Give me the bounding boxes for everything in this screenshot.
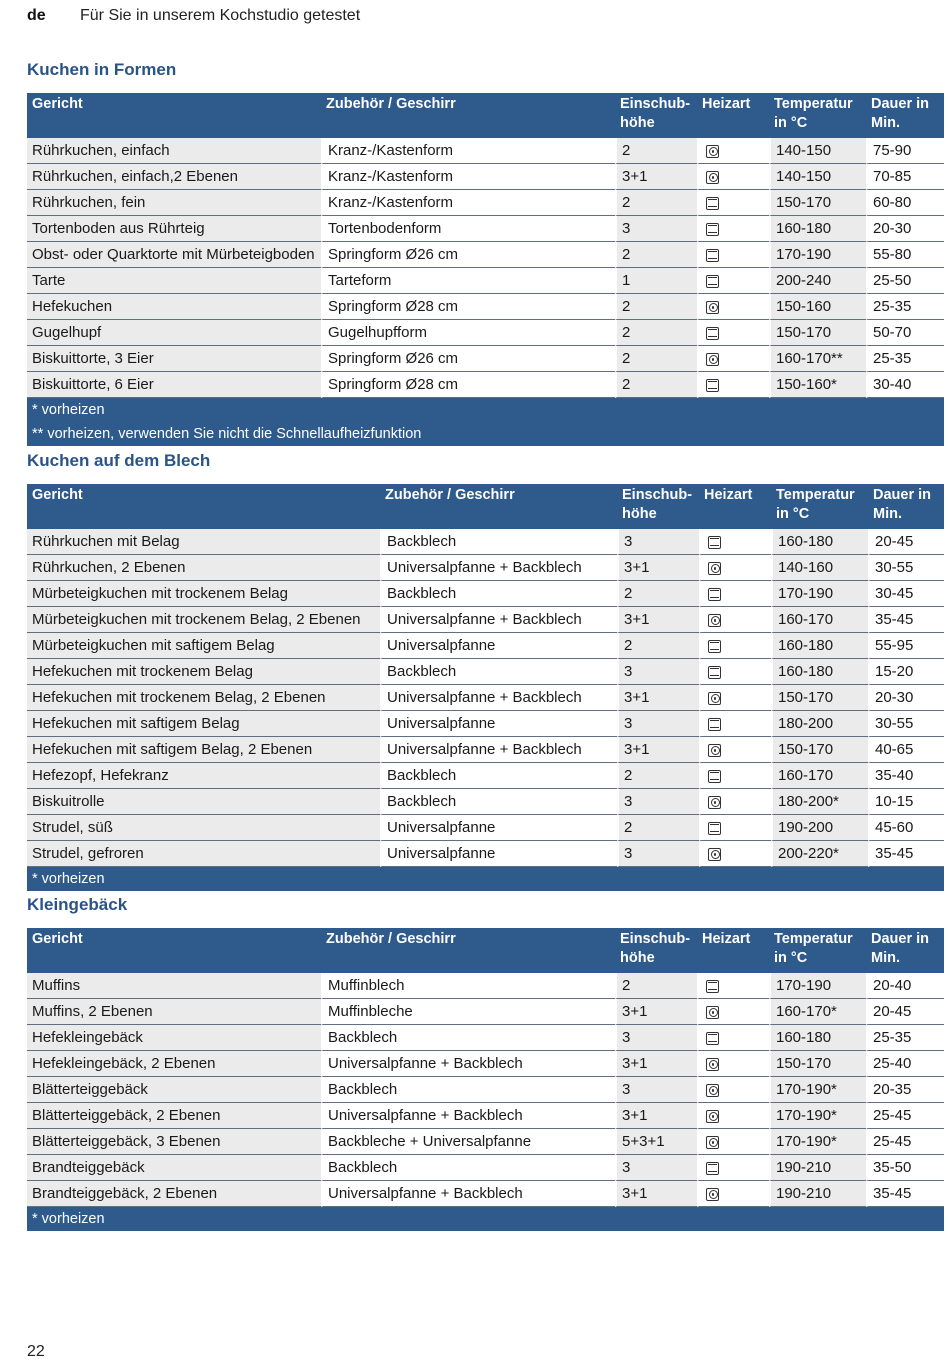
cell-duration: 20-45	[866, 999, 944, 1025]
cell-dish: Blätterteiggebäck, 3 Ebenen	[27, 1129, 321, 1155]
table-row	[27, 1155, 944, 1181]
top-bottom-heat-icon	[708, 536, 721, 549]
heat-mode-cell	[697, 216, 769, 242]
section-title: Kuchen in Formen	[27, 60, 177, 79]
cell-level: 2	[617, 763, 699, 789]
table-row	[27, 294, 944, 320]
cell-accessory: Springform Ø26 cm	[321, 242, 615, 268]
page-header-title: Für Sie in unserem Kochstudio getestet	[80, 7, 361, 24]
column-header-level: Einschub- höhe	[615, 93, 697, 138]
cell-dish: Strudel, gefroren	[27, 841, 380, 867]
cell-duration: 75-90	[866, 138, 944, 164]
cell-accessory: Backblech	[380, 763, 617, 789]
heat-mode-cell	[699, 607, 771, 633]
top-bottom-heat-icon	[706, 249, 719, 262]
cell-duration: 35-40	[868, 763, 944, 789]
cell-temp: 160-180	[771, 633, 868, 659]
heat-mode-cell	[699, 685, 771, 711]
cell-level: 2	[617, 581, 699, 607]
top-bottom-heat-icon	[706, 379, 719, 392]
cell-temp: 150-170	[769, 1051, 866, 1077]
column-header-heat: Heizart	[699, 484, 771, 529]
table-row	[27, 841, 944, 867]
heat-mode-cell	[697, 1155, 769, 1181]
footnote: * vorheizen	[27, 867, 944, 891]
cell-accessory: Universalpfanne + Backblech	[321, 1103, 615, 1129]
column-header-level: Einschub- höhe	[615, 928, 697, 973]
heat-mode-cell	[699, 789, 771, 815]
hot-air-icon	[706, 1058, 719, 1071]
table-row	[27, 1181, 944, 1207]
cell-temp: 190-210	[769, 1155, 866, 1181]
hot-air-icon	[706, 145, 719, 158]
table-row	[27, 372, 944, 398]
cell-level: 3	[615, 1077, 697, 1103]
cell-level: 3	[615, 1025, 697, 1051]
cell-duration: 40-65	[868, 737, 944, 763]
heat-mode-cell	[697, 372, 769, 398]
cell-accessory: Backblech	[380, 789, 617, 815]
hot-air-icon	[708, 614, 721, 627]
top-bottom-heat-icon	[706, 1162, 719, 1175]
cell-accessory: Universalpfanne + Backblech	[321, 1181, 615, 1207]
hot-air-icon	[708, 848, 721, 861]
top-bottom-heat-icon	[706, 327, 719, 340]
column-header-dish: Gericht	[27, 928, 321, 973]
cell-duration: 30-40	[866, 372, 944, 398]
cell-dish: Strudel, süß	[27, 815, 380, 841]
cell-dish: Brandteiggebäck, 2 Ebenen	[27, 1181, 321, 1207]
table-row	[27, 633, 944, 659]
cell-temp: 160-180	[771, 659, 868, 685]
cell-dish: Hefekuchen	[27, 294, 321, 320]
table-header-row	[27, 928, 944, 973]
cell-level: 3	[617, 529, 699, 555]
table-row	[27, 1129, 944, 1155]
cell-level: 3	[615, 1155, 697, 1181]
heat-mode-cell	[697, 1025, 769, 1051]
heat-mode-cell	[697, 1129, 769, 1155]
heat-mode-cell	[697, 1103, 769, 1129]
top-bottom-heat-icon	[708, 822, 721, 835]
table-row	[27, 581, 944, 607]
top-bottom-heat-icon	[706, 223, 719, 236]
cell-level: 2	[617, 633, 699, 659]
cell-duration: 25-35	[866, 346, 944, 372]
table-row	[27, 1077, 944, 1103]
cell-dish: Biskuittorte, 3 Eier	[27, 346, 321, 372]
cell-dish: Hefekuchen mit trockenem Belag, 2 Ebenen	[27, 685, 380, 711]
cell-level: 2	[615, 294, 697, 320]
heat-mode-cell	[699, 633, 771, 659]
cell-accessory: Backblech	[380, 529, 617, 555]
top-bottom-heat-icon	[708, 718, 721, 731]
cell-level: 3+1	[615, 1181, 697, 1207]
column-header-temp: Temperatur in °C	[769, 928, 866, 973]
cell-temp: 170-190*	[769, 1129, 866, 1155]
cell-level: 3+1	[617, 685, 699, 711]
cell-duration: 35-45	[866, 1181, 944, 1207]
cell-accessory: Universalpfanne + Backblech	[380, 737, 617, 763]
cell-dish: Blätterteiggebäck	[27, 1077, 321, 1103]
cell-temp: 160-180	[771, 529, 868, 555]
cell-temp: 200-220*	[771, 841, 868, 867]
heat-mode-cell	[699, 763, 771, 789]
column-header-level: Einschub- höhe	[617, 484, 699, 529]
table-row	[27, 346, 944, 372]
cell-duration: 20-30	[866, 216, 944, 242]
heat-mode-cell	[697, 320, 769, 346]
cell-duration: 50-70	[866, 320, 944, 346]
cell-temp: 160-170**	[769, 346, 866, 372]
cell-duration: 20-45	[868, 529, 944, 555]
cell-duration: 35-45	[868, 841, 944, 867]
cell-accessory: Universalpfanne + Backblech	[380, 685, 617, 711]
page-number: 22	[27, 1343, 45, 1360]
cell-temp: 190-200	[771, 815, 868, 841]
footnote: ** vorheizen, verwenden Sie nicht die Schnellaufheizfunktion	[27, 422, 944, 446]
table-row	[27, 711, 944, 737]
cell-accessory: Springform Ø26 cm	[321, 346, 615, 372]
cell-accessory: Universalpfanne	[380, 711, 617, 737]
cell-level: 2	[615, 190, 697, 216]
cell-level: 3+1	[617, 555, 699, 581]
hot-air-icon	[706, 1006, 719, 1019]
cell-duration: 30-55	[868, 555, 944, 581]
table-row	[27, 1103, 944, 1129]
cell-dish: Mürbeteigkuchen mit trockenem Belag	[27, 581, 380, 607]
cell-dish: Biskuitrolle	[27, 789, 380, 815]
hot-air-icon	[706, 1084, 719, 1097]
cell-temp: 170-190*	[769, 1077, 866, 1103]
heat-mode-cell	[699, 815, 771, 841]
cell-level: 3	[617, 711, 699, 737]
cell-accessory: Universalpfanne	[380, 815, 617, 841]
cell-dish: Muffins	[27, 973, 321, 999]
cell-temp: 140-150	[769, 164, 866, 190]
cell-duration: 15-20	[868, 659, 944, 685]
cell-accessory: Muffinbleche	[321, 999, 615, 1025]
heat-mode-cell	[697, 164, 769, 190]
cell-accessory: Backblech	[380, 659, 617, 685]
cell-temp: 160-180	[769, 216, 866, 242]
baking-table	[27, 484, 944, 891]
top-bottom-heat-icon	[708, 588, 721, 601]
table-row	[27, 1051, 944, 1077]
table-header-row	[27, 484, 944, 529]
cell-temp: 160-170	[771, 763, 868, 789]
column-header-accessory: Zubehör / Geschirr	[380, 484, 617, 529]
cell-accessory: Backblech	[321, 1077, 615, 1103]
cell-accessory: Kranz-/Kastenform	[321, 190, 615, 216]
cell-level: 3	[615, 216, 697, 242]
cell-level: 5+3+1	[615, 1129, 697, 1155]
hot-air-icon	[708, 796, 721, 809]
cell-dish: Obst- oder Quarktorte mit Mürbeteigboden	[27, 242, 321, 268]
footnote-row	[27, 1207, 944, 1231]
cell-temp: 200-240	[769, 268, 866, 294]
cell-temp: 160-180	[769, 1025, 866, 1051]
cell-dish: Tarte	[27, 268, 321, 294]
cell-accessory: Gugelhupfform	[321, 320, 615, 346]
cell-dish: Mürbeteigkuchen mit saftigem Belag	[27, 633, 380, 659]
footnote: * vorheizen	[27, 1207, 944, 1231]
cell-dish: Mürbeteigkuchen mit trockenem Belag, 2 Ebenen	[27, 607, 380, 633]
heat-mode-cell	[697, 268, 769, 294]
cell-duration: 35-50	[866, 1155, 944, 1181]
cell-temp: 180-200	[771, 711, 868, 737]
cell-level: 3+1	[617, 607, 699, 633]
column-header-accessory: Zubehör / Geschirr	[321, 928, 615, 973]
cell-accessory: Backbleche + Universalpfanne	[321, 1129, 615, 1155]
cell-accessory: Universalpfanne	[380, 633, 617, 659]
cell-duration: 45-60	[868, 815, 944, 841]
heat-mode-cell	[699, 737, 771, 763]
table-row	[27, 607, 944, 633]
cell-level: 3	[617, 789, 699, 815]
hot-air-icon	[706, 171, 719, 184]
cell-level: 3+1	[617, 737, 699, 763]
cell-dish: Blätterteiggebäck, 2 Ebenen	[27, 1103, 321, 1129]
footnote-row	[27, 867, 944, 891]
cell-accessory: Springform Ø28 cm	[321, 372, 615, 398]
cell-duration: 25-40	[866, 1051, 944, 1077]
column-header-duration: Dauer in Min.	[866, 93, 944, 138]
cell-dish: Rührkuchen, 2 Ebenen	[27, 555, 380, 581]
heat-mode-cell	[699, 529, 771, 555]
table-row	[27, 555, 944, 581]
cell-duration: 30-55	[868, 711, 944, 737]
cell-dish: Biskuittorte, 6 Eier	[27, 372, 321, 398]
cell-accessory: Backblech	[321, 1025, 615, 1051]
top-bottom-heat-icon	[708, 770, 721, 783]
table-row	[27, 529, 944, 555]
cell-level: 2	[615, 138, 697, 164]
cell-duration: 25-35	[866, 294, 944, 320]
cell-temp: 180-200*	[771, 789, 868, 815]
heat-mode-cell	[697, 190, 769, 216]
cell-temp: 150-160	[769, 294, 866, 320]
cell-duration: 30-45	[868, 581, 944, 607]
heat-mode-cell	[697, 1077, 769, 1103]
cell-level: 3+1	[615, 1051, 697, 1077]
cell-temp: 150-170	[769, 320, 866, 346]
cell-accessory: Tarteform	[321, 268, 615, 294]
table-row	[27, 659, 944, 685]
heat-mode-cell	[699, 841, 771, 867]
baking-table	[27, 93, 944, 446]
cell-level: 2	[615, 372, 697, 398]
cell-duration: 25-50	[866, 268, 944, 294]
heat-mode-cell	[697, 138, 769, 164]
table-row	[27, 789, 944, 815]
cell-duration: 35-45	[868, 607, 944, 633]
column-header-heat: Heizart	[697, 93, 769, 138]
cell-duration: 55-95	[868, 633, 944, 659]
cell-accessory: Universalpfanne + Backblech	[321, 1051, 615, 1077]
cell-duration: 25-45	[866, 1129, 944, 1155]
cell-duration: 25-35	[866, 1025, 944, 1051]
footnote-row	[27, 398, 944, 422]
cell-dish: Brandteiggebäck	[27, 1155, 321, 1181]
cell-temp: 140-160	[771, 555, 868, 581]
hot-air-icon	[708, 692, 721, 705]
top-bottom-heat-icon	[706, 980, 719, 993]
cell-level: 1	[615, 268, 697, 294]
cell-dish: Rührkuchen, einfach	[27, 138, 321, 164]
table-row	[27, 999, 944, 1025]
cell-duration: 20-40	[866, 973, 944, 999]
heat-mode-cell	[697, 973, 769, 999]
cell-duration: 55-80	[866, 242, 944, 268]
table-row	[27, 685, 944, 711]
hot-air-icon	[708, 562, 721, 575]
cell-accessory: Universalpfanne + Backblech	[380, 555, 617, 581]
table-row	[27, 973, 944, 999]
cell-dish: Gugelhupf	[27, 320, 321, 346]
column-header-temp: Temperatur in °C	[769, 93, 866, 138]
heat-mode-cell	[699, 555, 771, 581]
cell-accessory: Universalpfanne	[380, 841, 617, 867]
cell-duration: 10-15	[868, 789, 944, 815]
cell-temp: 150-170	[771, 685, 868, 711]
cell-dish: Rührkuchen, fein	[27, 190, 321, 216]
cell-temp: 160-170*	[769, 999, 866, 1025]
cell-accessory: Springform Ø28 cm	[321, 294, 615, 320]
table-row	[27, 1025, 944, 1051]
cell-dish: Rührkuchen mit Belag	[27, 529, 380, 555]
table-row	[27, 164, 944, 190]
table-row	[27, 737, 944, 763]
cell-duration: 70-85	[866, 164, 944, 190]
cell-accessory: Kranz-/Kastenform	[321, 164, 615, 190]
cell-level: 2	[615, 973, 697, 999]
cell-level: 3+1	[615, 1103, 697, 1129]
heat-mode-cell	[697, 346, 769, 372]
cell-dish: Hefekuchen mit saftigem Belag, 2 Ebenen	[27, 737, 380, 763]
cell-level: 3+1	[615, 164, 697, 190]
heat-mode-cell	[699, 711, 771, 737]
cell-accessory: Universalpfanne + Backblech	[380, 607, 617, 633]
cell-temp: 170-190	[769, 242, 866, 268]
column-header-duration: Dauer in Min.	[866, 928, 944, 973]
cell-temp: 190-210	[769, 1181, 866, 1207]
cell-temp: 150-160*	[769, 372, 866, 398]
cell-duration: 60-80	[866, 190, 944, 216]
footnote-row	[27, 422, 944, 446]
heat-mode-cell	[699, 659, 771, 685]
cell-dish: Hefezopf, Hefekranz	[27, 763, 380, 789]
cell-level: 2	[617, 815, 699, 841]
heat-mode-cell	[697, 242, 769, 268]
cell-level: 2	[615, 346, 697, 372]
cell-temp: 170-190	[769, 973, 866, 999]
cell-temp: 170-190	[771, 581, 868, 607]
heat-mode-cell	[697, 294, 769, 320]
cell-dish: Hefekuchen mit trockenem Belag	[27, 659, 380, 685]
language-code: de	[27, 7, 46, 24]
table-row	[27, 216, 944, 242]
table-row	[27, 138, 944, 164]
cell-temp: 150-170	[769, 190, 866, 216]
heat-mode-cell	[697, 1051, 769, 1077]
cell-accessory: Backblech	[380, 581, 617, 607]
heat-mode-cell	[697, 999, 769, 1025]
cell-temp: 170-190*	[769, 1103, 866, 1129]
hot-air-icon	[706, 1110, 719, 1123]
cell-level: 3	[617, 841, 699, 867]
cell-accessory: Tortenbodenform	[321, 216, 615, 242]
cell-accessory: Kranz-/Kastenform	[321, 138, 615, 164]
table-row	[27, 268, 944, 294]
table-row	[27, 242, 944, 268]
column-header-dish: Gericht	[27, 484, 380, 529]
table-row	[27, 763, 944, 789]
column-header-dish: Gericht	[27, 93, 321, 138]
cell-duration: 20-35	[866, 1077, 944, 1103]
table-row	[27, 815, 944, 841]
cell-dish: Rührkuchen, einfach,2 Ebenen	[27, 164, 321, 190]
cell-dish: Hefekleingebäck, 2 Ebenen	[27, 1051, 321, 1077]
table-row	[27, 190, 944, 216]
cell-dish: Hefekuchen mit saftigem Belag	[27, 711, 380, 737]
cell-level: 3	[617, 659, 699, 685]
table-row	[27, 320, 944, 346]
top-bottom-heat-icon	[708, 640, 721, 653]
column-header-temp: Temperatur in °C	[771, 484, 868, 529]
cell-level: 3+1	[615, 999, 697, 1025]
column-header-heat: Heizart	[697, 928, 769, 973]
cell-level: 2	[615, 320, 697, 346]
cell-dish: Muffins, 2 Ebenen	[27, 999, 321, 1025]
cell-dish: Tortenboden aus Rührteig	[27, 216, 321, 242]
table-header-row	[27, 93, 944, 138]
hot-air-icon	[706, 1136, 719, 1149]
cell-duration: 25-45	[866, 1103, 944, 1129]
section-title: Kuchen auf dem Blech	[27, 451, 211, 470]
cell-accessory: Backblech	[321, 1155, 615, 1181]
cell-duration: 20-30	[868, 685, 944, 711]
column-header-duration: Dauer in Min.	[868, 484, 944, 529]
cell-temp: 140-150	[769, 138, 866, 164]
cell-level: 2	[615, 242, 697, 268]
footnote: * vorheizen	[27, 398, 944, 422]
top-bottom-heat-icon	[706, 1032, 719, 1045]
hot-air-icon	[706, 301, 719, 314]
cell-temp: 150-170	[771, 737, 868, 763]
column-header-accessory: Zubehör / Geschirr	[321, 93, 615, 138]
cell-temp: 160-170	[771, 607, 868, 633]
hot-air-icon	[706, 353, 719, 366]
hot-air-icon	[708, 744, 721, 757]
baking-table	[27, 928, 944, 1231]
top-bottom-heat-icon	[708, 666, 721, 679]
section-title: Kleingebäck	[27, 895, 128, 914]
hot-air-icon	[706, 1188, 719, 1201]
top-bottom-heat-icon	[706, 197, 719, 210]
cell-dish: Hefekleingebäck	[27, 1025, 321, 1051]
top-bottom-heat-icon	[706, 275, 719, 288]
heat-mode-cell	[699, 581, 771, 607]
heat-mode-cell	[697, 1181, 769, 1207]
cell-accessory: Muffinblech	[321, 973, 615, 999]
